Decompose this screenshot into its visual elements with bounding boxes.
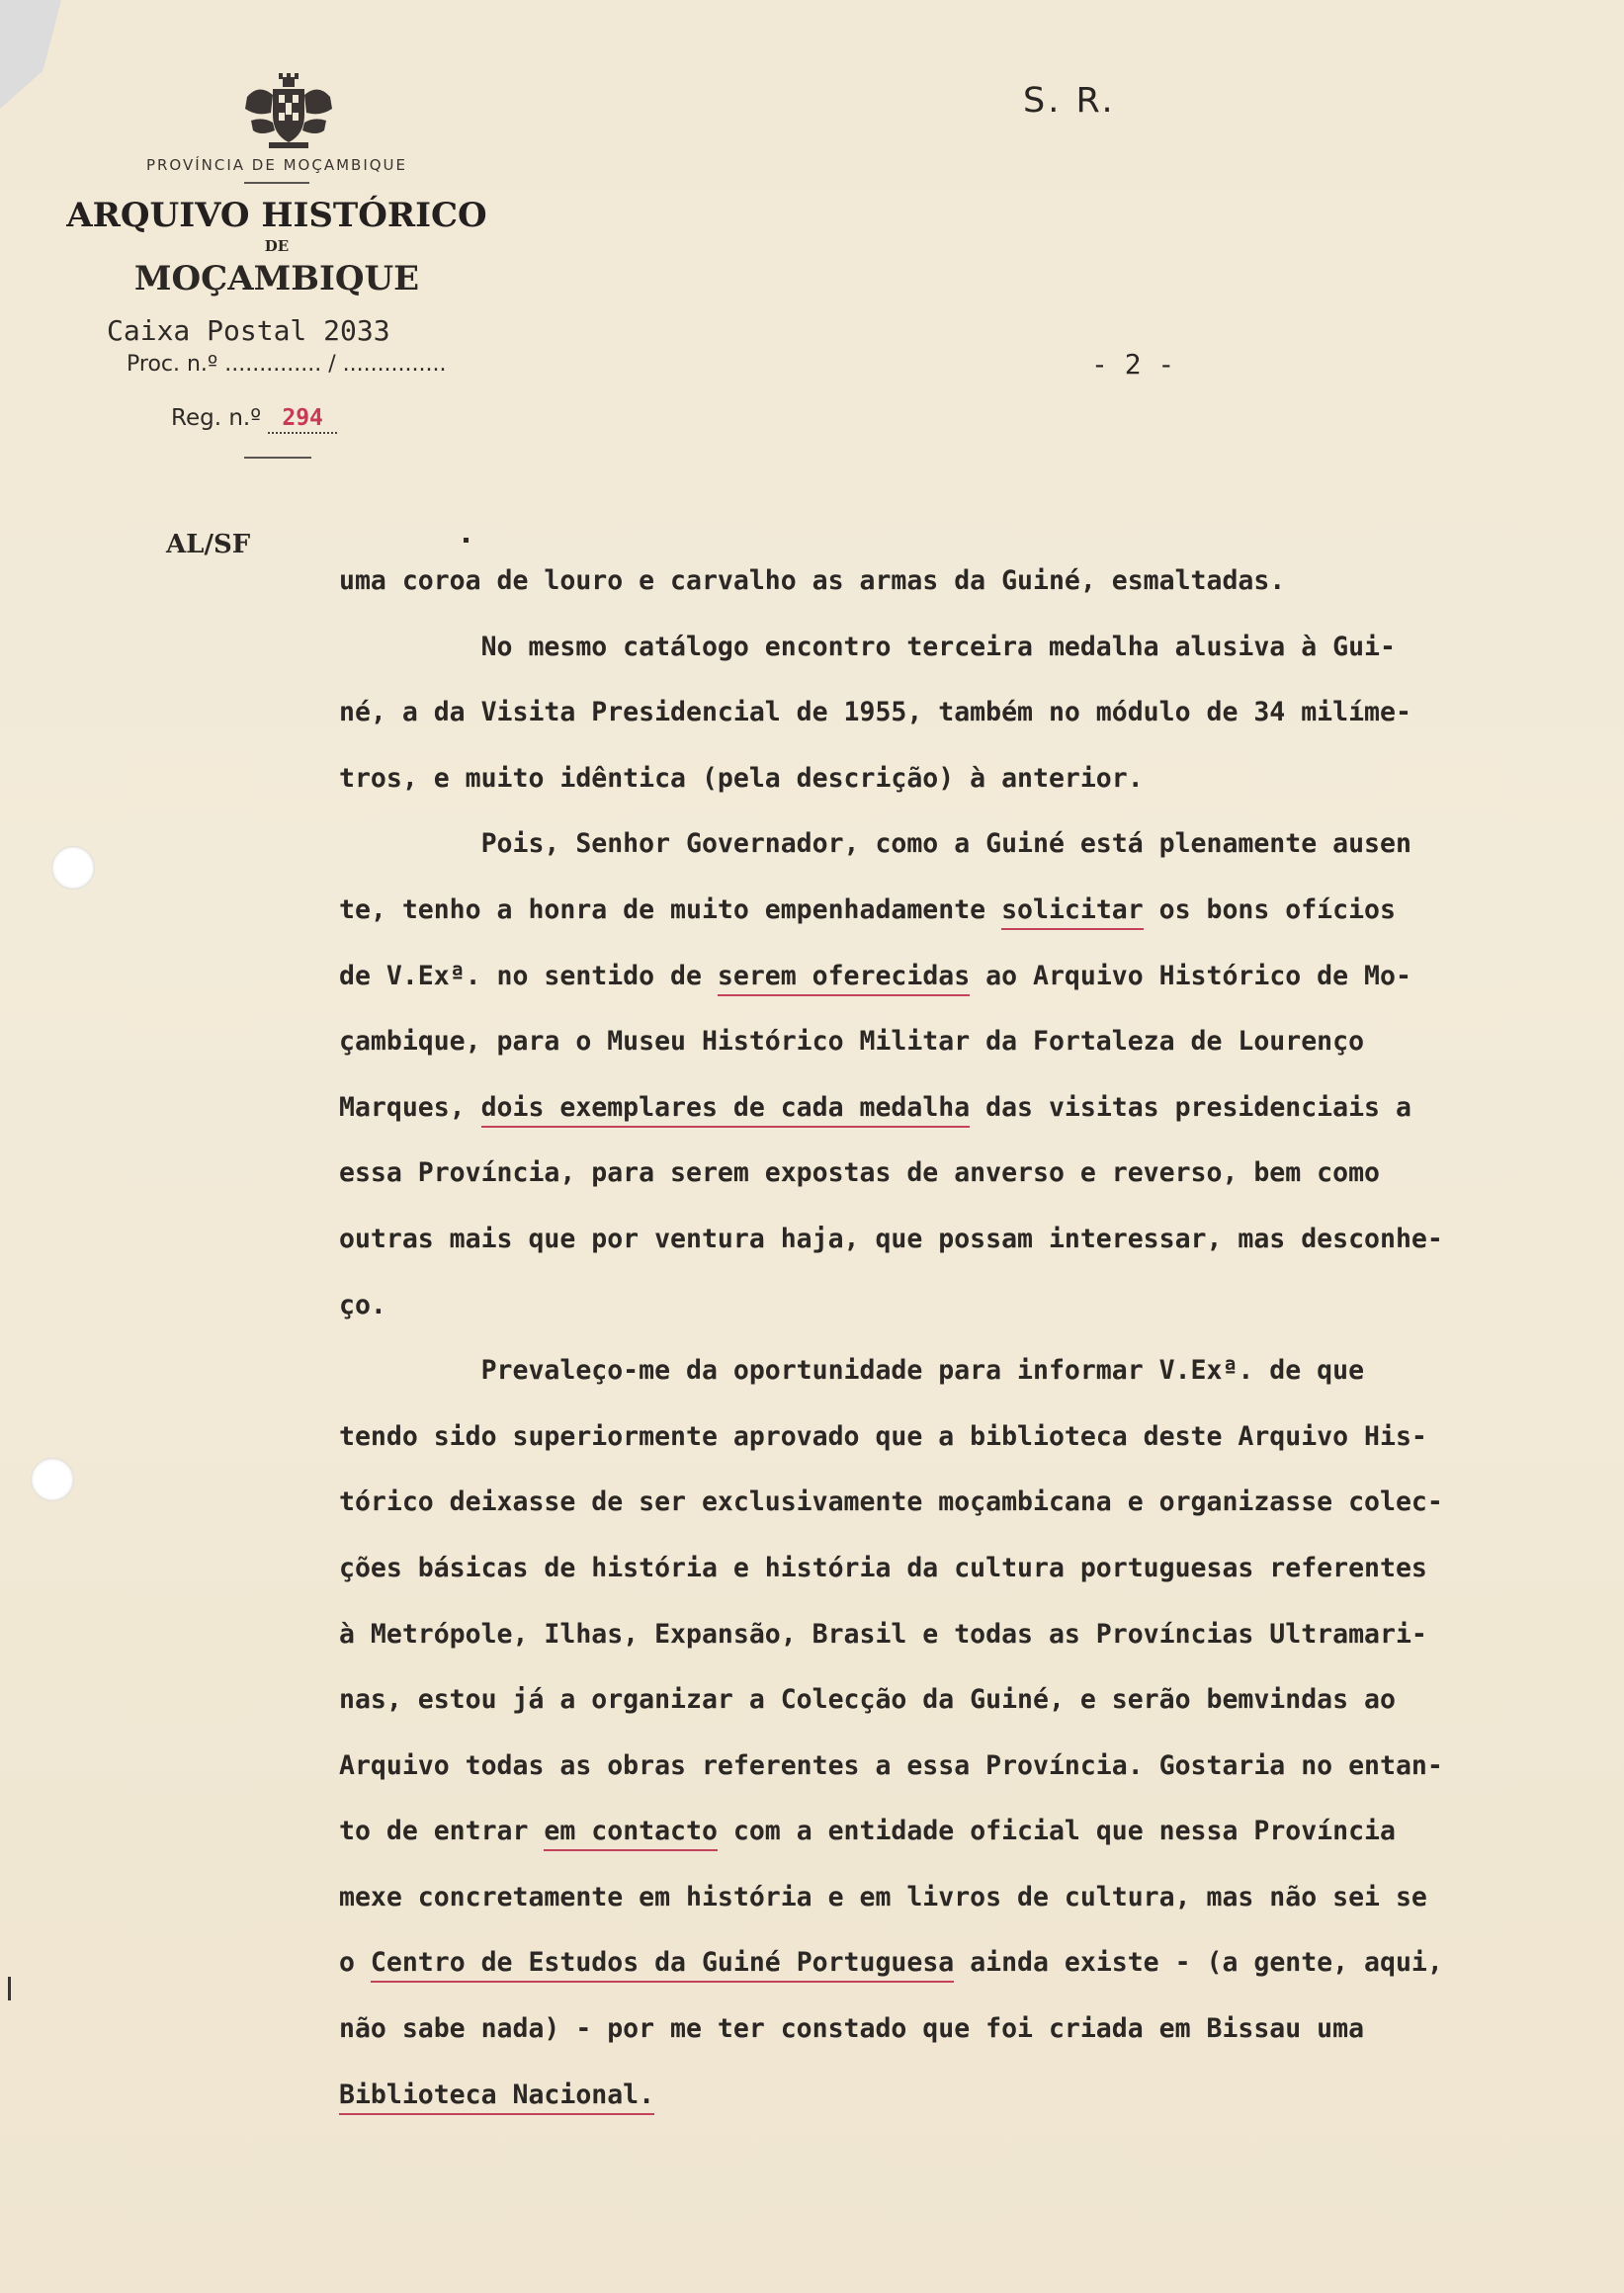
- text-line: [339, 561, 1609, 628]
- province-label: PROVÍNCIA DE MOÇAMBIQUE: [145, 156, 408, 174]
- reference-code: AL/SF: [166, 530, 251, 559]
- text-segment: ço.: [339, 1289, 386, 1320]
- letterhead: [59, 156, 494, 298]
- text-line: [339, 628, 1609, 694]
- text-segment: tendo sido superiormente aprovado que a biblioteca deste Arquivo His-: [339, 1420, 1427, 1452]
- process-blank: .............. / ...............: [224, 352, 447, 377]
- postal-box: Caixa Postal 2033: [107, 314, 390, 347]
- text-segment: No mesmo catálogo encontro terceira medalha alusiva à Gui-: [339, 631, 1396, 662]
- coat-of-arms-icon: [239, 73, 338, 152]
- text-segment: Prevaleço-me da oportunidade para informar V.Exª. de que: [339, 1355, 1365, 1387]
- text-segment: nas, estou já a organizar a Colecção da Guiné, e serão bemvindas ao: [339, 1684, 1396, 1716]
- underlined-phrase: em contacto: [544, 1816, 718, 1851]
- text-line: [339, 2009, 1609, 2076]
- text-segment: Marques,: [339, 1091, 481, 1123]
- text-line: [339, 1746, 1609, 1813]
- text-line: [339, 1220, 1609, 1286]
- underlined-phrase: dois exemplares de cada medalha: [481, 1092, 971, 1128]
- text-segment: ao Arquivo Histórico de Mo-: [970, 960, 1411, 991]
- text-line: [339, 1483, 1609, 1549]
- register-label: Reg. n.º: [171, 405, 262, 431]
- process-number-field: [127, 352, 447, 377]
- letterhead-rule: [244, 182, 309, 184]
- text-line: [339, 957, 1609, 1023]
- institution-connector: DE: [264, 237, 290, 255]
- text-line: [339, 1022, 1609, 1088]
- header-divider: [244, 457, 311, 459]
- text-line: [339, 1878, 1609, 1944]
- register-number-field: [171, 405, 337, 431]
- text-segment: à Metrópole, Ilhas, Expansão, Brasil e todas as Províncias Ultramari-: [339, 1618, 1427, 1650]
- text-segment: tórico deixasse de ser exclusivamente moçambicana e organizasse colec-: [339, 1486, 1443, 1518]
- institution-name: ARQUIVO HISTÓRICO: [66, 196, 487, 235]
- text-line: [339, 759, 1609, 825]
- text-segment: de V.Exª. no sentido de: [339, 960, 718, 991]
- folded-corner: [0, 0, 61, 109]
- punch-hole-bottom: [31, 1458, 74, 1501]
- text-segment: to de entrar: [339, 1816, 545, 1847]
- text-line: [339, 1417, 1609, 1484]
- punch-hole-top: [51, 846, 95, 890]
- text-line: [339, 1549, 1609, 1615]
- text-segment: tros, e muito idêntica (pela descrição) à anterior.: [339, 762, 1144, 794]
- text-line: [339, 1088, 1609, 1154]
- text-segment: te, tenho a honra de muito empenhadamente: [339, 893, 1002, 925]
- text-segment: não sabe nada) - por me ter constado que foi criada em Bissau uma: [339, 2013, 1365, 2045]
- text-line: [339, 1286, 1609, 1352]
- process-label: Proc. n.º: [127, 352, 218, 377]
- text-line: [339, 1680, 1609, 1746]
- text-line: [339, 1812, 1609, 1878]
- text-line: [339, 1351, 1609, 1417]
- text-segment: os bons ofícios: [1143, 893, 1396, 925]
- text-line: [339, 1943, 1609, 2009]
- text-segment: das visitas presidenciais a: [970, 1091, 1411, 1123]
- text-segment: o: [339, 1947, 371, 1979]
- text-line: [339, 824, 1609, 891]
- text-line: [339, 693, 1609, 759]
- text-line: [339, 1153, 1609, 1220]
- text-segment: uma coroa de louro e carvalho as armas da Guiné, esmaltadas.: [339, 565, 1286, 596]
- text-segment: ções básicas de história e história da cultura portuguesas referentes: [339, 1552, 1427, 1583]
- text-line: [339, 2076, 1609, 2142]
- ink-dot: [464, 538, 469, 543]
- margin-mark: [8, 1977, 11, 2000]
- text-segment: Pois, Senhor Governador, como a Guiné está plenamente ausen: [339, 828, 1411, 860]
- underlined-phrase: Centro de Estudos da Guiné Portuguesa: [371, 1947, 954, 1983]
- underlined-phrase: Biblioteca Nacional.: [339, 2080, 654, 2115]
- text-segment: outras mais que por ventura haja, que possam interessar, mas desconhe-: [339, 1223, 1443, 1254]
- underlined-phrase: solicitar: [1001, 894, 1144, 930]
- text-segment: çambique, para o Museu Histórico Militar da Fortaleza de Lourenço: [339, 1026, 1365, 1058]
- text-segment: né, a da Visita Presidencial de 1955, também no módulo de 34 milíme-: [339, 697, 1411, 728]
- page-number: - 2 -: [1091, 348, 1175, 381]
- corner-mark: S. R.: [1023, 81, 1116, 121]
- text-segment: essa Província, para serem expostas de anverso e reverso, bem como: [339, 1157, 1380, 1189]
- text-segment: com a entidade oficial que nessa Província: [717, 1816, 1396, 1847]
- letter-body: [339, 561, 1609, 2141]
- underlined-phrase: serem oferecidas: [718, 961, 970, 996]
- text-line: [339, 891, 1609, 957]
- text-line: [339, 1615, 1609, 1681]
- register-number: 294: [268, 405, 337, 434]
- institution-location: MOÇAMBIQUE: [133, 259, 420, 298]
- text-segment: Arquivo todas as obras referentes a essa Província. Gostaria no entan-: [339, 1749, 1443, 1781]
- text-segment: mexe concretamente em história e em livros de cultura, mas não sei se: [339, 1881, 1427, 1912]
- text-segment: ainda existe - (a gente, aqui,: [954, 1947, 1443, 1979]
